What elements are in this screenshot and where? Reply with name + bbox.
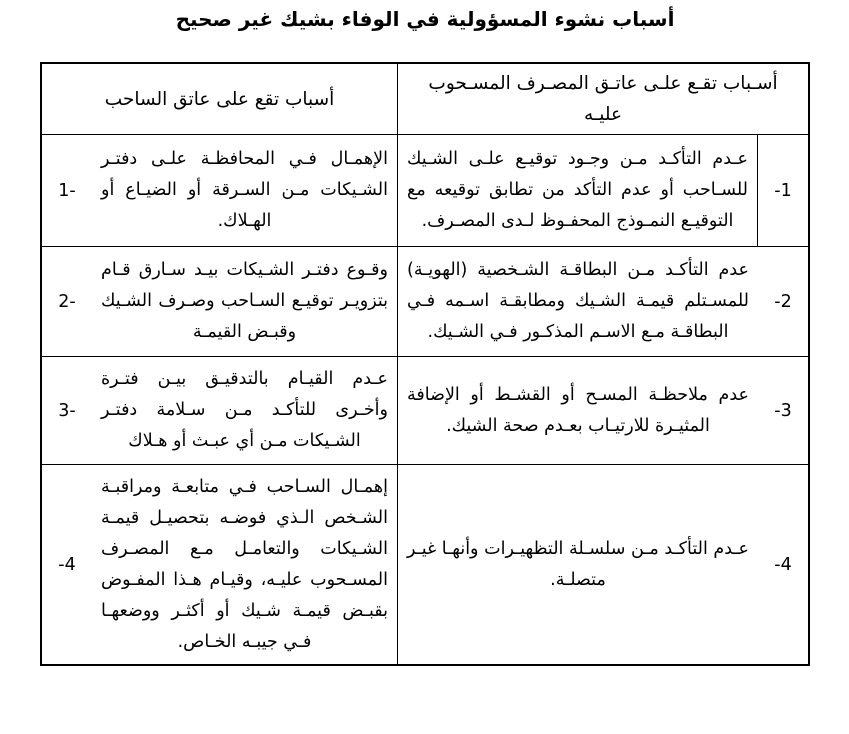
drawer-row-4-number: -4 — [58, 554, 76, 575]
drawer-row-3-cell — [42, 357, 397, 465]
drawee-row-4-number: -4 — [774, 554, 792, 575]
drawee-row-4-cell — [397, 465, 808, 664]
drawer-row-3-text: عـدم القيـام بالتدقيـق بيـن فتـرة وأخـرى للتأكـد مـن سـلامة دفتـر الشـيكات مـن أي عبـث أو هـلاك — [101, 369, 388, 451]
drawer-row-2-cell — [42, 247, 397, 357]
drawee-row-4-text: عـدم التأكـد مـن سلسـلة التظهيـرات وأنهـا غيـر متصلـة. — [407, 538, 749, 590]
drawer-row-2-number: 2- — [58, 291, 76, 312]
drawer-row-1-cell — [42, 135, 397, 247]
drawee-row-1-cell — [397, 135, 808, 247]
drawer-row-1-number: 1- — [58, 180, 76, 201]
drawee-row-3-cell — [397, 357, 808, 465]
liability-table — [40, 62, 810, 666]
drawee-row-1-text: عـدم التأكـد مـن وجـود توقيـع علـى الشـيك للسـاحب أو عدم التأكد من تطابق توقيعه مع التوقيـع النمـوذج المحفـوظ لـدى المصـرف. — [407, 149, 748, 231]
drawer-row-4-cell — [42, 465, 397, 664]
drawer-row-3-number: 3- — [58, 400, 76, 421]
document-title: أسباب نشوء المسؤولية في الوفاء بشيك غير صحيح — [175, 7, 675, 31]
drawee-row-3-number: -3 — [774, 400, 792, 421]
drawer-row-2-text: وقـوع دفتـر الشـيكات بيـد سـارق قـام بتزويـر توقيـع السـاحب وصـرف الشـيك وقبـض القيمـة — [101, 260, 388, 342]
drawee-row-3-text: عدم ملاحظـة المسـح أو القشـط أو الإضافة المثيـرة للارتيـاب بعـدم صحة الشيك. — [407, 384, 749, 436]
drawee-row-2-text: عدم التأكـد مـن البطاقـة الشـخصية (الهويـة) للمسـتلم قيمـة الشـيك ومطابقـة اسـمه فـي البطاقـة مـع الاسـم المذكـور فـي الشـيك. — [407, 260, 749, 342]
drawer-row-4-text: إهمـال السـاحب فـي متابعـة ومراقبـة الشـخص الـذي فوضـه بتحصيـل قيمـة الشـيكات والتعامـل مـع المصـرف المسـحوب عليـه، وقيـام هـذا المفـوض بقبـض قيمـة شـيك أو أكثـر ووضعهـا فـي جيبـه الخـاص. — [101, 476, 388, 652]
drawee-row-2-cell — [397, 247, 808, 357]
header-cell-drawer: أسباب تقع على عاتق الساحب — [42, 64, 397, 135]
header-cell-drawee-bank: أسـباب تقـع علـى عاتـق المصـرف المسـحوب عليـه — [397, 64, 808, 135]
drawee-row-1-number: -1 — [757, 135, 808, 246]
drawer-row-1-text: الإهمـال فـي المحافظـة علـى دفتـر الشـيكات مـن السـرقة أو الضيـاع أو الهـلاك. — [101, 149, 388, 231]
drawee-row-2-number: -2 — [774, 291, 792, 312]
